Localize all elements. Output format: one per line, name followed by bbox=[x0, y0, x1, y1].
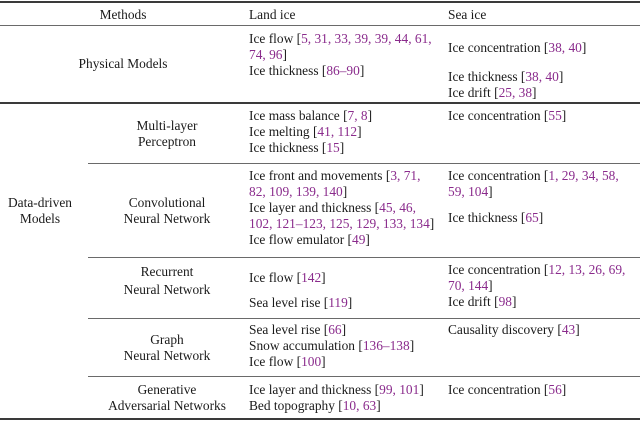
sea-item: Ice drift [25, 38] bbox=[448, 85, 537, 100]
sea-item: Ice thickness [38, 40] bbox=[448, 69, 564, 84]
sea-item: Ice concentration [38, 40] bbox=[448, 40, 587, 55]
group-data-driven: Data-driven Models bbox=[8, 195, 72, 226]
land-item: Snow accumulation [136–138] bbox=[249, 338, 415, 353]
method-gan: Generative Adversarial Networks bbox=[108, 382, 226, 413]
header-rule bbox=[0, 25, 640, 26]
land-item: Ice flow emulator [49] bbox=[249, 232, 370, 247]
sea-item: Ice concentration [12, 13, 26, 69, bbox=[448, 262, 626, 277]
land-cell-mlp bbox=[249, 108, 372, 156]
sea-cell-cnn bbox=[448, 168, 619, 226]
land-cell-physical bbox=[249, 31, 432, 79]
sea-item: Ice concentration [56] bbox=[448, 382, 567, 397]
header-sea-ice: Sea ice bbox=[448, 7, 487, 22]
sea-cell-physical bbox=[448, 40, 586, 101]
sea-cell-mlp bbox=[448, 108, 566, 124]
land-item: Bed topography [10, 63] bbox=[249, 398, 381, 413]
land-item: Ice flow [100] bbox=[249, 354, 326, 369]
sea-cell-gan bbox=[448, 382, 566, 398]
land-item-cont: 82, 109, 139, 140] bbox=[249, 184, 348, 199]
method-mlp: Multi-layer Perceptron bbox=[136, 118, 198, 149]
land-item: Sea level rise [119] bbox=[249, 295, 353, 310]
land-item: Ice front and movements [3, 71, bbox=[249, 168, 421, 183]
sea-item: Ice thickness [65] bbox=[448, 210, 544, 225]
physical-models-rule bbox=[0, 102, 640, 104]
land-cell-rnn bbox=[249, 270, 352, 311]
land-cell-gnn bbox=[249, 322, 414, 370]
land-item: Sea level rise [66] bbox=[249, 322, 347, 337]
land-item: Ice thickness [15] bbox=[249, 140, 345, 155]
sea-cell-gnn bbox=[448, 322, 580, 338]
header-methods: Methods bbox=[99, 7, 147, 22]
land-cell-cnn bbox=[249, 168, 434, 248]
land-cell-gan bbox=[249, 382, 424, 414]
land-item: Ice flow [5, 31, 33, 39, 39, 44, 61, bbox=[249, 31, 432, 46]
land-item: Ice flow [142] bbox=[249, 270, 326, 285]
sea-item: Ice concentration [1, 29, 34, 58, bbox=[448, 168, 619, 183]
sea-item-cont: 70, 144] bbox=[448, 278, 493, 293]
group-physical-models: Physical Models bbox=[78, 56, 168, 71]
land-item: Ice thickness [86–90] bbox=[249, 63, 365, 78]
bottom-rule bbox=[0, 418, 640, 420]
method-cnn: Convolutional Neural Network bbox=[123, 195, 211, 226]
cnn-rule bbox=[88, 257, 640, 258]
sea-item: Causality discovery [43] bbox=[448, 322, 580, 337]
mlp-rule bbox=[88, 163, 640, 164]
method-gnn: Graph Neural Network bbox=[123, 332, 211, 363]
land-item: Ice layer and thickness [45, 46, bbox=[249, 200, 416, 215]
land-item-cont: 74, 96] bbox=[249, 47, 287, 62]
sea-cell-rnn bbox=[448, 262, 625, 310]
sea-item: Ice concentration [55] bbox=[448, 108, 567, 123]
land-item: Ice layer and thickness [99, 101] bbox=[249, 382, 424, 397]
header-land-ice: Land ice bbox=[249, 7, 296, 22]
gnn-rule bbox=[88, 376, 640, 377]
land-item-cont: 102, 121–123, 125, 129, 133, 134] bbox=[249, 216, 435, 231]
top-rule bbox=[0, 1, 640, 3]
sea-item-cont: 59, 104] bbox=[448, 184, 493, 199]
rnn-rule bbox=[88, 318, 640, 319]
land-item: Ice mass balance [7, 8] bbox=[249, 108, 373, 123]
sea-item: Ice drift [98] bbox=[448, 294, 517, 309]
method-rnn: Recurrent Neural Network bbox=[123, 264, 211, 297]
land-item: Ice melting [41, 112] bbox=[249, 124, 362, 139]
